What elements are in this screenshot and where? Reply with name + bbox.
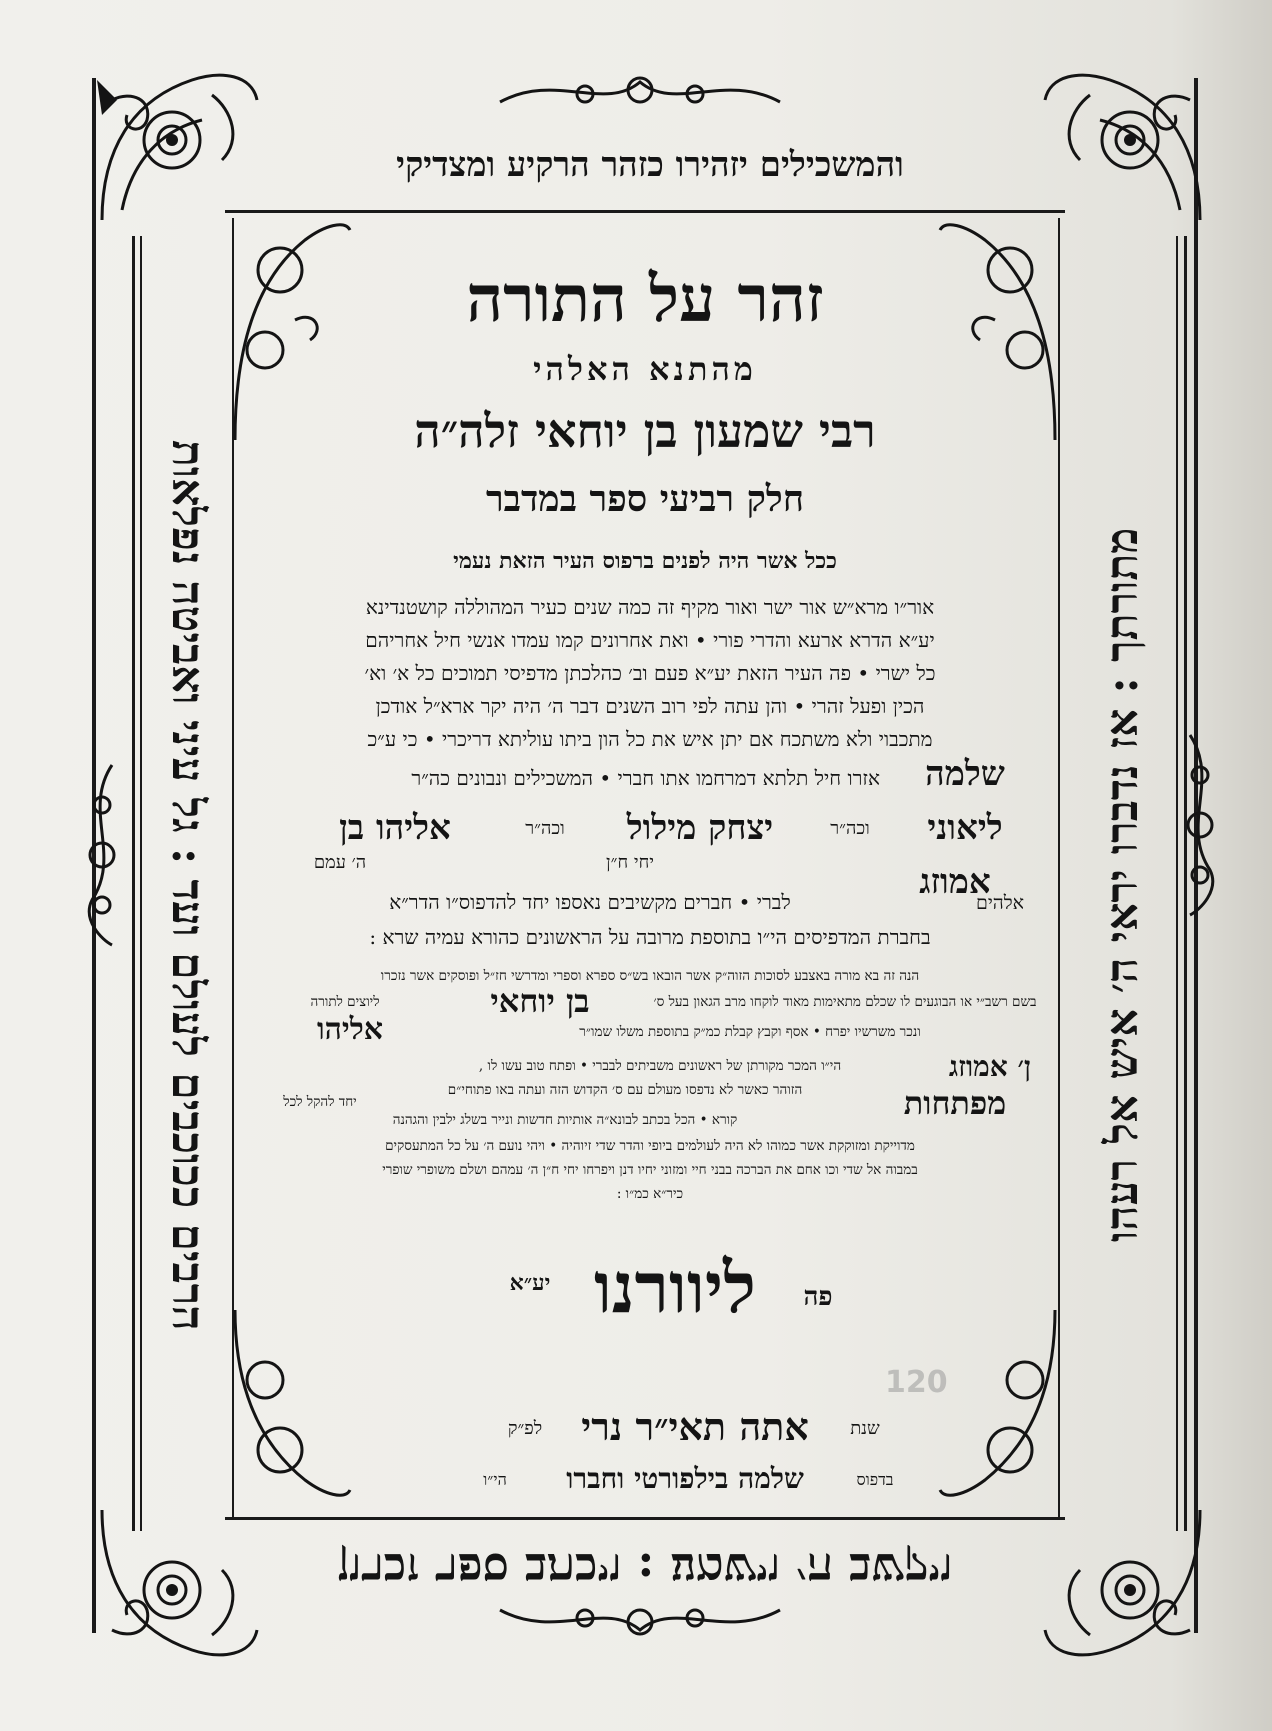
small-line-2: בשם רשב״י או הבוגעים לו שכלם מתאימות מאוד לוקחו מרב הגאון בעל ס׳ <box>653 994 1037 1010</box>
imprint-city: ליוורנו <box>594 1246 756 1329</box>
body-line-3: כל ישרי • פה העיר הזאת יע״א פעם וב׳ כהלכתן מדפיסי תמוכים כל א׳ וא׳ <box>364 661 936 685</box>
imprint-ya: יע״א <box>509 1270 551 1296</box>
small-line-9: כיר״א כמ״ו : <box>616 1186 684 1202</box>
name-eliyahu-2: אליהו <box>316 1012 384 1047</box>
title-volume: חלק רביעי ספר במדבר <box>485 478 805 520</box>
vekh-1: וכה״ר <box>830 818 870 839</box>
border-text-bottom: ויקשב ה׳ וישמע : ויכתב ספר זכרון <box>337 1543 953 1597</box>
body-line-5: מתכבוי ולא משתכח אם יתן איש את כל הון ביתו עוליתא דריכרי • כי ע״כ <box>367 727 933 751</box>
small-line-7: מדוייקת ומזוקקת אשר כמוהו לא היה לעולמים ביופי והדר שדי זיוהיה • ויהי נועם ה׳ על כל המתעסקים <box>385 1138 915 1154</box>
imprint-printer: שלמה בילפורטי וחברו <box>566 1462 804 1495</box>
small-line-5b: יחד להקל לכל <box>283 1094 357 1110</box>
ornament-left-middle <box>72 760 132 950</box>
main-title: זהר על התורה <box>466 262 824 337</box>
mafteachot-word: מפתחות <box>903 1084 1007 1122</box>
imprint-year: אתה תאי״ר נרי <box>581 1404 809 1449</box>
small-line-1: הנה זה בא מורה באצבע לסוכות הזוה״ק אשר הובאו בש״ס ספרא וספרי ומדרשי חז״ל ופוסקים אשר נזכרו <box>380 968 920 984</box>
name-amozag-2: ן׳ אמוזג <box>948 1050 1032 1083</box>
inner-ornament-bottom-right <box>935 1300 1065 1520</box>
frame-inner-left <box>132 236 135 1531</box>
imprint-bidfus: בדפוס <box>856 1470 894 1489</box>
body-line-9: בחברת המדפיסים הי״ו בתוספת מרובה על הראשונים כהורא עמיה שרא : <box>369 925 931 949</box>
small-line-6: קורא • הכל בכתב לבונא״ה אותיות חדשות ונייר בשלג ילבין והגהנה <box>392 1112 738 1128</box>
border-text-right-column: הרבים ככוכבים לעולם ועד : גל עיני ואביטה נפלאות <box>162 439 213 1331</box>
elohim-word: אלהים <box>975 892 1025 914</box>
small-line-4: הי״ו המכר מקורתן של ראשונים משביתים לבברי • ופתח טוב עשו לו , <box>478 1058 842 1074</box>
small-line-8: במבוה אל שדי וכו אחם את הברכה בבני חיי ומזוני יחיו דנן ויפרחו יחי ח״ן ה׳ עמהם ושלם משופרי שופרי <box>382 1162 918 1178</box>
name-shlomo: שלמה <box>925 754 1005 794</box>
small-line-5: הזוהר כאשר לא נדפסו מעולם עם ס׳ הקדוש הזה ועתה באו פתוחי״ם <box>447 1082 803 1098</box>
library-stamp: 120 <box>885 1365 948 1400</box>
corner-ornament-bottom-right <box>1040 1500 1210 1670</box>
imprint-lpk: לפ״ק <box>507 1418 543 1439</box>
name-yitzhak: יצחק מילול <box>626 808 774 848</box>
title-subtitle-tanna: מהתנא האלהי <box>533 350 757 388</box>
body-line-6: אזרו חיל תלתא דמרחמו אתו חברי • המשכילים ונבונים כה״ר <box>411 766 880 790</box>
name-liaoni: ליאוני <box>927 808 1003 848</box>
title-author: רבי שמעון בן יוחאי זלה״ה <box>414 404 876 458</box>
vekh-2: וכה״ר <box>525 818 565 839</box>
inner-ornament-bottom-left <box>225 1300 355 1520</box>
title-edition-note: ככל אשר היה לפנים ברפוס העיר הזאת נעמי <box>453 548 837 574</box>
yehi-chen: יחי ח״ן <box>606 852 654 873</box>
small-line-2b: ליוצים לתורה <box>310 994 380 1010</box>
imprint-yv: הי״ו <box>483 1470 507 1489</box>
frame-inner-left-2 <box>140 236 142 1531</box>
body-line-4: הכין ופעל זהרי • והן עתה לפי רוב השנים דבר ה׳ היה יקר ארא״ל אודכן <box>375 694 925 718</box>
body-line-2: יע״א הדרא ארעא והדרי פורי • ואת אחרונים קמו עמדו אנשי חיל אחריהם <box>365 628 935 652</box>
border-text-left-column: מתורתך : אז נדברו יראי ה׳ איש אל רעהו <box>1097 527 1148 1243</box>
hashem-imam: ה׳ עמם <box>313 852 367 873</box>
name-eliyahu: אליהו בן <box>339 808 451 848</box>
small-line-3: ונכר משרשיו יפרח • אסף וקבץ קבלת כמ״ק בתוספת משלו שמו״ר <box>579 1024 921 1040</box>
ornament-top-center <box>495 62 785 122</box>
imprint-shnat: שנת <box>850 1418 880 1439</box>
border-text-top: והמשכילים יזהירו כזהר הרקיע ומצדיקי <box>396 145 904 185</box>
name-ben-yochai: בן יוחאי <box>490 982 590 1020</box>
ornament-right-middle <box>1170 730 1230 920</box>
imprint-pe: פה <box>803 1282 833 1312</box>
corner-ornament-top-right <box>1040 60 1210 230</box>
body-line-1: אור״ו מרא״ש אור ישר ואור מקיף זה כמה שנים כעיר המהוללה קושטנדינא <box>365 595 935 619</box>
body-line-8: לברי • חברים מקשיבים נאספו יחד להדפוס״ו הדר״א <box>389 890 791 914</box>
name-amozag: אמוזג <box>919 862 991 902</box>
ornament-bottom-center <box>495 1590 785 1650</box>
